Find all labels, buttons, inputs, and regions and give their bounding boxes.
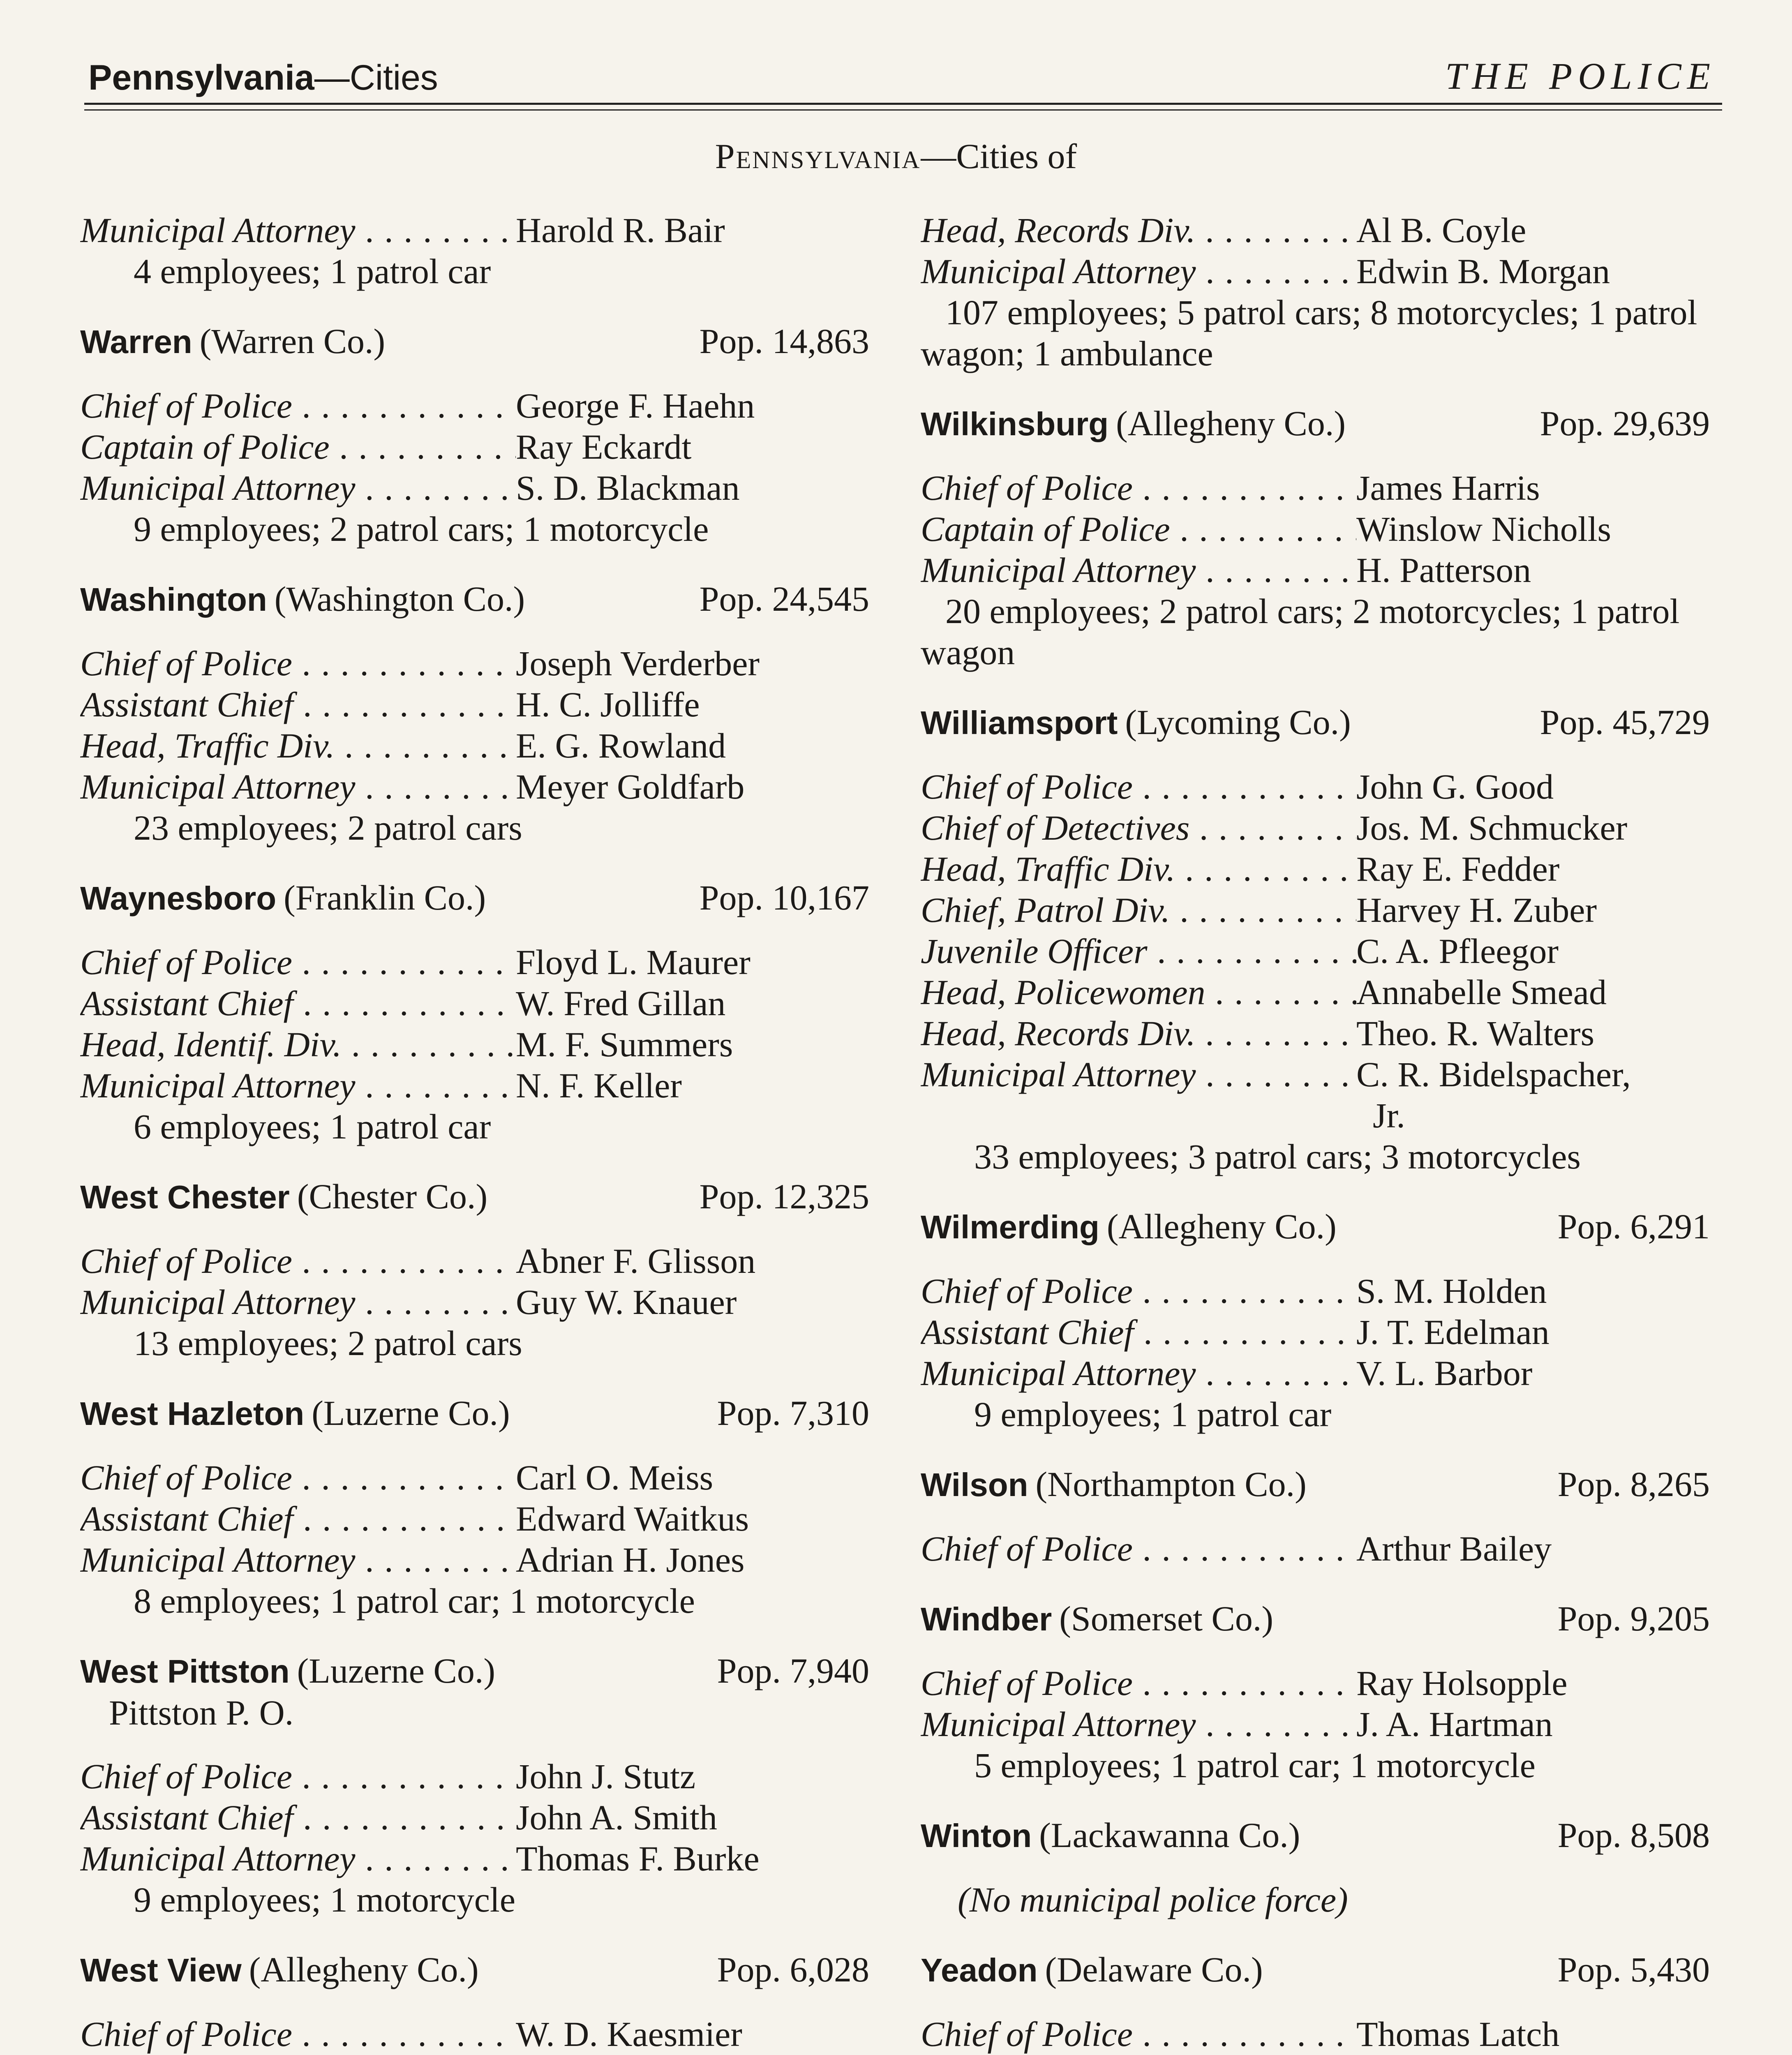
city-entry (921, 1815, 1710, 1920)
official-title: Chief of Police . . . (921, 1529, 1356, 1568)
city-heading-left (80, 578, 525, 620)
city-entry (80, 1176, 869, 1364)
official-name: W. Fred Gillan (516, 984, 726, 1023)
city-population: Pop. 29,639 (1540, 404, 1710, 443)
official-title-cell (921, 1312, 1356, 1353)
official-row (80, 1457, 869, 1498)
city-population: Pop. 9,205 (1557, 1599, 1710, 1638)
city-heading-left (80, 1176, 487, 1218)
official-title-cell (80, 426, 516, 467)
official-title-cell (921, 251, 1356, 292)
city-entry (80, 321, 869, 550)
city-note: (No municipal police force) (958, 1880, 1348, 1919)
official-row (921, 766, 1710, 807)
official-title: Chief of Police . . . (80, 2014, 516, 2054)
left-column (80, 210, 869, 2055)
official-title: Chief, Patrol Div. . . . (921, 890, 1356, 930)
city-heading-left (80, 321, 385, 363)
official-title-cell (921, 1704, 1356, 1745)
official-row (921, 1353, 1710, 1394)
official-title-cell (921, 508, 1356, 550)
official-row (921, 1704, 1710, 1745)
official-name: Floyd L. Maurer (516, 942, 751, 982)
city-heading (921, 403, 1710, 445)
city-heading (80, 578, 869, 620)
official-title-cell (80, 1457, 516, 1498)
city-heading (80, 1650, 869, 1692)
city-summary: 4 employees; 1 patrol car (134, 252, 491, 291)
city-population: Pop. 24,545 (699, 579, 869, 619)
city-name: West View (80, 1952, 242, 1988)
city-name: Washington (80, 581, 267, 618)
city-county: (Washington Co.) (274, 579, 525, 619)
city-summary: 9 employees; 2 patrol cars; 1 motorcycle (134, 509, 709, 549)
official-row (80, 643, 869, 684)
official-title-cell (921, 972, 1356, 1013)
official-name: Thomas Latch (1356, 2014, 1560, 2054)
header-rule-thin (84, 109, 1722, 111)
official-title: Chief of Detectives . . . (921, 808, 1356, 847)
city-heading (80, 1949, 869, 1991)
official-name: John G. Good (1356, 767, 1554, 806)
official-name: Thomas F. Burke (516, 1839, 760, 1878)
official-title: Municipal Attorney . . . (921, 1055, 1356, 1094)
official-title-cell (921, 1270, 1356, 1312)
official-row (80, 1065, 869, 1106)
official-title-cell (80, 1281, 516, 1323)
city-county: (Allegheny Co.) (1106, 1207, 1337, 1246)
official-title: Municipal Attorney . . . (80, 1839, 516, 1878)
official-title: Juvenile Officer . . . (921, 931, 1356, 971)
city-county: (Northampton Co.) (1035, 1464, 1307, 1504)
official-name: H. Patterson (1356, 550, 1531, 590)
city-population: Pop. 10,167 (699, 878, 869, 917)
city-post-office: Pittston P. O. (109, 1693, 294, 1732)
official-name: Winslow Nicholls (1356, 509, 1612, 549)
official-row (921, 508, 1710, 550)
running-head-left (88, 58, 438, 98)
city-population: Pop. 12,325 (699, 1177, 869, 1216)
official-title: Captain of Police . . . (80, 427, 516, 466)
official-title: Municipal Attorney . . . (80, 767, 516, 806)
city-county: (Luzerne Co.) (312, 1393, 510, 1433)
official-row (80, 725, 869, 766)
official-row (921, 848, 1710, 889)
official-name: John J. Stutz (516, 1757, 696, 1796)
city-entry (921, 702, 1710, 1177)
official-row (80, 942, 869, 983)
official-title: Municipal Attorney . . . (921, 1353, 1356, 1393)
city-county: (Allegheny Co.) (249, 1950, 479, 1989)
official-title-cell (921, 1528, 1356, 1569)
official-name: Joseph Verderber (516, 644, 760, 683)
official-title-cell (80, 766, 516, 807)
official-title-cell (80, 385, 516, 426)
city-population: Pop. 7,310 (717, 1393, 869, 1433)
official-title: Assistant Chief . . . (921, 1312, 1356, 1352)
city-name: Waynesboro (80, 880, 277, 917)
official-row (80, 1281, 869, 1323)
city-entry (921, 1206, 1710, 1435)
city-heading (921, 1815, 1710, 1856)
official-name: Jos. M. Schmucker (1356, 808, 1628, 847)
official-title: Chief of Police . . . (80, 1757, 516, 1796)
official-name: Guy W. Knauer (516, 1282, 737, 1322)
official-name: Ray Holsopple (1356, 1663, 1568, 1703)
official-name: C. R. Bidelspacher, (1356, 1055, 1631, 1094)
city-entry (80, 1650, 869, 1920)
official-title: Municipal Attorney . . . (80, 1282, 516, 1322)
official-row (80, 1539, 869, 1580)
official-row (80, 2013, 869, 2055)
official-title: Assistant Chief . . . (80, 1499, 516, 1538)
city-entry (921, 1598, 1710, 1786)
official-title: Head, Traffic Div. . . . (921, 849, 1356, 889)
official-title: Head, Records Div. . . . (921, 210, 1356, 250)
official-title-cell (921, 2013, 1356, 2055)
official-title-cell (80, 1065, 516, 1106)
city-entry (80, 1949, 869, 2055)
official-name: Annabelle Smead (1356, 972, 1607, 1012)
official-name: V. L. Barbor (1356, 1353, 1533, 1393)
official-row (921, 210, 1710, 251)
official-title-cell (921, 889, 1356, 931)
city-summary: 9 employees; 1 motorcycle (134, 1880, 515, 1919)
right-column (921, 210, 1710, 2055)
official-title-cell (80, 1498, 516, 1539)
official-name: Adrian H. Jones (516, 1540, 745, 1579)
official-title: Chief of Police . . . (80, 942, 516, 982)
official-title: Municipal Attorney . . . (80, 468, 516, 508)
city-summary: 20 employees; 2 patrol cars; 2 motorcycles; 1 patrol wagon (921, 591, 1680, 672)
header-rule (84, 103, 1722, 105)
official-title-cell (80, 942, 516, 983)
official-row (921, 889, 1710, 931)
official-row (80, 385, 869, 426)
city-population: Pop. 45,729 (1540, 702, 1710, 742)
city-summary: 33 employees; 3 patrol cars; 3 motorcycles (974, 1137, 1581, 1176)
official-row (80, 1797, 869, 1838)
official-title: Chief of Police . . . (921, 2014, 1356, 2054)
official-title-cell (921, 766, 1356, 807)
official-row (921, 1312, 1710, 1353)
official-name: Theo. R. Walters (1356, 1014, 1595, 1053)
city-population: Pop. 5,430 (1557, 1950, 1710, 1989)
official-row (921, 467, 1710, 508)
official-name: Harvey H. Zuber (1356, 890, 1597, 930)
city-entry (80, 578, 869, 848)
official-title: Chief of Police . . . (80, 1458, 516, 1497)
official-name: Edward Waitkus (516, 1499, 749, 1538)
official-title: Assistant Chief . . . (80, 685, 516, 724)
running-head-state: Pennsylvania (88, 58, 314, 97)
official-name: Edwin B. Morgan (1356, 252, 1610, 291)
official-name: Carl O. Meiss (516, 1458, 714, 1497)
official-name: Al B. Coyle (1356, 210, 1526, 250)
city-county: (Lackawanna Co.) (1039, 1815, 1300, 1855)
city-county: (Somerset Co.) (1059, 1599, 1273, 1638)
official-name: Arthur Bailey (1356, 1529, 1552, 1568)
section-subhead (0, 136, 1792, 177)
city-heading-left (80, 1949, 479, 1991)
official-row (80, 1240, 869, 1281)
official-title-cell (921, 467, 1356, 508)
city-heading (921, 1464, 1710, 1505)
official-title-cell (80, 1756, 516, 1797)
city-heading-left (921, 403, 1346, 445)
city-name: Warren (80, 323, 192, 360)
city-population: Pop. 6,291 (1557, 1207, 1710, 1246)
city-population: Pop. 14,863 (699, 321, 869, 361)
official-row (921, 1662, 1710, 1704)
carryover-entry (80, 210, 869, 292)
city-population: Pop. 8,265 (1557, 1464, 1710, 1504)
official-row (80, 1498, 869, 1539)
official-name: M. F. Summers (516, 1025, 733, 1064)
city-entry (921, 403, 1710, 673)
city-name: Williamsport (921, 704, 1118, 741)
city-entry (921, 1464, 1710, 1569)
city-heading-left (921, 1464, 1307, 1505)
city-name: Yeadon (921, 1952, 1038, 1988)
city-population: Pop. 7,940 (717, 1651, 869, 1690)
city-heading-left (921, 702, 1351, 743)
city-entry (921, 1949, 1710, 2055)
city-heading-left (921, 1949, 1263, 1991)
official-title-cell (80, 643, 516, 684)
city-name: Wilson (921, 1466, 1028, 1503)
official-title: Chief of Police . . . (80, 386, 516, 425)
official-name: Ray E. Fedder (1356, 849, 1560, 889)
official-row (80, 983, 869, 1024)
official-row (80, 426, 869, 467)
official-title: Municipal Attorney . . . (80, 210, 516, 250)
official-title-cell (921, 1662, 1356, 1704)
city-heading-left (80, 877, 486, 919)
official-name: Harold R. Bair (516, 210, 725, 250)
official-title-cell (80, 2013, 516, 2055)
official-row (921, 1528, 1710, 1569)
official-name: George F. Haehn (516, 386, 755, 425)
subhead-state: Pennsylvania (715, 136, 921, 176)
city-name: Wilkinsburg (921, 406, 1109, 442)
official-name: S. M. Holden (1356, 1271, 1547, 1311)
city-summary: 9 employees; 1 patrol car (974, 1395, 1332, 1434)
official-title-cell (80, 725, 516, 766)
city-summary: 23 employees; 2 patrol cars (134, 808, 522, 847)
city-summary: 8 employees; 1 patrol car; 1 motorcycle (134, 1581, 695, 1621)
city-name: Winton (921, 1817, 1032, 1854)
official-title: Municipal Attorney . . . (921, 252, 1356, 291)
official-name: N. F. Keller (516, 1066, 682, 1105)
city-summary: 107 employees; 5 patrol cars; 8 motorcycles; 1 patrol wagon; 1 ambulance (921, 293, 1697, 373)
official-title: Head, Policewomen . . . (921, 972, 1356, 1012)
city-county: (Lycoming Co.) (1125, 702, 1351, 742)
city-heading (80, 321, 869, 363)
official-title: Head, Traffic Div. . . . (80, 726, 516, 765)
city-county: (Luzerne Co.) (297, 1651, 495, 1690)
official-name: W. D. Kaesmier (516, 2014, 742, 2054)
official-name: Meyer Goldfarb (516, 767, 745, 806)
city-entry (80, 1392, 869, 1621)
official-name: James Harris (1356, 468, 1540, 508)
official-title: Captain of Police . . . (921, 509, 1356, 549)
city-name: West Hazleton (80, 1395, 305, 1432)
official-row (921, 1270, 1710, 1312)
official-row (80, 1838, 869, 1879)
official-title-cell (80, 467, 516, 508)
official-title: Municipal Attorney . . . (921, 1704, 1356, 1744)
official-row (921, 550, 1710, 591)
official-title-cell (921, 848, 1356, 889)
official-title-cell (921, 807, 1356, 848)
city-population: Pop. 6,028 (717, 1950, 869, 1989)
city-entry (80, 877, 869, 1147)
official-title: Chief of Police . . . (80, 644, 516, 683)
official-title: Assistant Chief . . . (80, 984, 516, 1023)
official-name: J. T. Edelman (1356, 1312, 1550, 1352)
official-name: E. G. Rowland (516, 726, 726, 765)
city-heading (80, 877, 869, 919)
official-row (80, 210, 869, 251)
official-title-cell (80, 210, 516, 251)
official-title: Assistant Chief . . . (80, 1798, 516, 1837)
running-head-section: —Cities (314, 58, 438, 97)
city-heading-left (921, 1815, 1300, 1856)
official-title-cell (80, 1024, 516, 1065)
official-name: Abner F. Glisson (516, 1241, 756, 1281)
official-title: Head, Records Div. . . . (921, 1014, 1356, 1053)
official-title-cell (80, 1240, 516, 1281)
official-row (80, 467, 869, 508)
carryover-entry (921, 210, 1710, 374)
official-row (921, 931, 1710, 972)
official-title-cell (921, 1353, 1356, 1394)
official-title-cell (921, 931, 1356, 972)
city-heading (921, 1206, 1710, 1248)
official-title-cell (921, 210, 1356, 251)
city-summary: 6 employees; 1 patrol car (134, 1107, 491, 1146)
official-title-cell (80, 1838, 516, 1879)
city-county: (Allegheny Co.) (1116, 404, 1346, 443)
city-heading (921, 1949, 1710, 1991)
official-title: Chief of Police . . . (921, 1271, 1356, 1311)
city-heading-left (80, 1392, 510, 1434)
official-title-cell (80, 684, 516, 725)
official-row (80, 684, 869, 725)
city-county: (Franklin Co.) (284, 878, 486, 917)
running-head-right: THE POLICE (1445, 55, 1716, 97)
city-population: Pop. 8,508 (1557, 1815, 1710, 1855)
official-name-continuation: Jr. (1373, 1096, 1405, 1135)
city-heading-left (921, 1598, 1273, 1640)
city-heading (80, 1176, 869, 1218)
official-row (921, 1054, 1710, 1095)
city-name: West Pittston (80, 1653, 290, 1690)
city-name: West Chester (80, 1179, 290, 1215)
official-title: Municipal Attorney . . . (80, 1066, 516, 1105)
official-name: John A. Smith (516, 1798, 717, 1837)
official-row (80, 766, 869, 807)
official-name: C. A. Pfleegor (1356, 931, 1559, 971)
official-title: Municipal Attorney . . . (921, 550, 1356, 590)
official-row (921, 972, 1710, 1013)
official-row (80, 1756, 869, 1797)
city-summary: 13 employees; 2 patrol cars (134, 1323, 522, 1363)
official-title-cell (80, 1539, 516, 1580)
official-title-cell (80, 983, 516, 1024)
official-title: Municipal Attorney . . . (80, 1540, 516, 1579)
official-title: Chief of Police . . . (921, 468, 1356, 508)
official-title-cell (921, 1054, 1356, 1095)
city-county: (Chester Co.) (297, 1177, 488, 1216)
city-county: (Warren Co.) (199, 321, 386, 361)
official-name: S. D. Blackman (516, 468, 740, 508)
city-heading (921, 1598, 1710, 1640)
city-heading (80, 1392, 869, 1434)
city-heading-left (921, 1206, 1337, 1248)
official-title: Chief of Police . . . (921, 767, 1356, 806)
official-row (921, 251, 1710, 292)
city-heading-left (80, 1650, 495, 1692)
official-title-cell (921, 550, 1356, 591)
official-title-cell (921, 1013, 1356, 1054)
official-title-cell (80, 1797, 516, 1838)
city-heading (921, 702, 1710, 743)
official-row (80, 1024, 869, 1065)
official-row (921, 1013, 1710, 1054)
official-title: Head, Identif. Div. . . . (80, 1025, 516, 1064)
official-name: Ray Eckardt (516, 427, 692, 466)
city-summary: 5 employees; 1 patrol car; 1 motorcycle (974, 1746, 1536, 1785)
city-name: Windber (921, 1601, 1052, 1637)
city-county: (Delaware Co.) (1045, 1950, 1263, 1989)
official-name: J. A. Hartman (1356, 1704, 1553, 1744)
official-row (921, 807, 1710, 848)
official-title: Chief of Police . . . (80, 1241, 516, 1281)
city-name: Wilmerding (921, 1209, 1099, 1245)
official-title: Chief of Police . . . (921, 1663, 1356, 1703)
subhead-rest: —Cities of (921, 136, 1077, 176)
official-row (921, 2013, 1710, 2055)
official-name: H. C. Jolliffe (516, 685, 700, 724)
